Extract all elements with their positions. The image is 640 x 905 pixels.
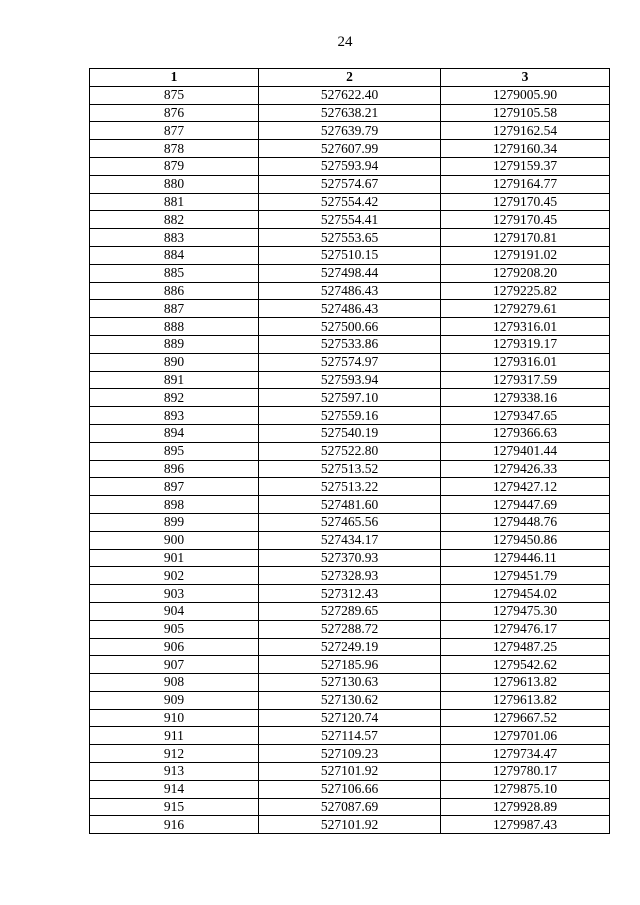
x-coordinate-cell: 527288.72: [259, 620, 441, 638]
y-coordinate-cell: 1279454.02: [441, 585, 610, 603]
x-coordinate-cell: 527574.97: [259, 353, 441, 371]
y-coordinate-cell: 1279347.65: [441, 407, 610, 425]
point-number-cell: 881: [90, 193, 259, 211]
table-row: [90, 442, 610, 460]
coordinates-table: [89, 68, 610, 834]
x-coordinate-cell: 527114.57: [259, 727, 441, 745]
point-number-cell: 883: [90, 229, 259, 247]
table-row: [90, 86, 610, 104]
y-coordinate-cell: 1279426.33: [441, 460, 610, 478]
table-row: [90, 246, 610, 264]
point-number-cell: 906: [90, 638, 259, 656]
table-row: [90, 691, 610, 709]
x-coordinate-cell: 527130.63: [259, 674, 441, 692]
column-header-3: 3: [441, 69, 610, 87]
y-coordinate-cell: 1279105.58: [441, 104, 610, 122]
point-number-cell: 898: [90, 496, 259, 514]
y-coordinate-cell: 1279475.30: [441, 602, 610, 620]
table-row: [90, 335, 610, 353]
table-row: [90, 140, 610, 158]
table-row: [90, 353, 610, 371]
x-coordinate-cell: 527593.94: [259, 371, 441, 389]
point-number-cell: 912: [90, 745, 259, 763]
y-coordinate-cell: 1279875.10: [441, 780, 610, 798]
x-coordinate-cell: 527185.96: [259, 656, 441, 674]
x-coordinate-cell: 527639.79: [259, 122, 441, 140]
y-coordinate-cell: 1279476.17: [441, 620, 610, 638]
x-coordinate-cell: 527559.16: [259, 407, 441, 425]
x-coordinate-cell: 527249.19: [259, 638, 441, 656]
point-number-cell: 910: [90, 709, 259, 727]
table-row: [90, 620, 610, 638]
x-coordinate-cell: 527434.17: [259, 531, 441, 549]
y-coordinate-cell: 1279613.82: [441, 691, 610, 709]
y-coordinate-cell: 1279164.77: [441, 175, 610, 193]
table-row: [90, 656, 610, 674]
table-row: [90, 407, 610, 425]
y-coordinate-cell: 1279316.01: [441, 353, 610, 371]
y-coordinate-cell: 1279208.20: [441, 264, 610, 282]
point-number-cell: 911: [90, 727, 259, 745]
y-coordinate-cell: 1279987.43: [441, 816, 610, 834]
y-coordinate-cell: 1279734.47: [441, 745, 610, 763]
y-coordinate-cell: 1279170.81: [441, 229, 610, 247]
table-row: [90, 638, 610, 656]
table-row: [90, 496, 610, 514]
y-coordinate-cell: 1279162.54: [441, 122, 610, 140]
x-coordinate-cell: 527106.66: [259, 780, 441, 798]
point-number-cell: 900: [90, 531, 259, 549]
point-number-cell: 914: [90, 780, 259, 798]
page-number: 24: [337, 34, 353, 50]
x-coordinate-cell: 527289.65: [259, 602, 441, 620]
table-row: [90, 585, 610, 603]
point-number-cell: 908: [90, 674, 259, 692]
point-number-cell: 890: [90, 353, 259, 371]
point-number-cell: 895: [90, 442, 259, 460]
y-coordinate-cell: 1279427.12: [441, 478, 610, 496]
table-row: [90, 745, 610, 763]
y-coordinate-cell: 1279450.86: [441, 531, 610, 549]
y-coordinate-cell: 1279279.61: [441, 300, 610, 318]
x-coordinate-cell: 527120.74: [259, 709, 441, 727]
point-number-cell: 887: [90, 300, 259, 318]
x-coordinate-cell: 527486.43: [259, 282, 441, 300]
x-coordinate-cell: 527638.21: [259, 104, 441, 122]
point-number-cell: 893: [90, 407, 259, 425]
table-row: [90, 318, 610, 336]
point-number-cell: 897: [90, 478, 259, 496]
x-coordinate-cell: 527622.40: [259, 86, 441, 104]
table-row: [90, 531, 610, 549]
y-coordinate-cell: 1279159.37: [441, 157, 610, 175]
y-coordinate-cell: 1279542.62: [441, 656, 610, 674]
table-row: [90, 567, 610, 585]
table-row: [90, 602, 610, 620]
table-row: [90, 175, 610, 193]
x-coordinate-cell: 527597.10: [259, 389, 441, 407]
y-coordinate-cell: 1279319.17: [441, 335, 610, 353]
x-coordinate-cell: 527328.93: [259, 567, 441, 585]
point-number-cell: 909: [90, 691, 259, 709]
x-coordinate-cell: 527574.67: [259, 175, 441, 193]
x-coordinate-cell: 527465.56: [259, 513, 441, 531]
x-coordinate-cell: 527486.43: [259, 300, 441, 318]
table-row: [90, 229, 610, 247]
point-number-cell: 889: [90, 335, 259, 353]
point-number-cell: 879: [90, 157, 259, 175]
table-row: [90, 104, 610, 122]
point-number-cell: 877: [90, 122, 259, 140]
table-row: [90, 513, 610, 531]
table-row: [90, 211, 610, 229]
table-body: [90, 86, 610, 833]
x-coordinate-cell: 527554.41: [259, 211, 441, 229]
x-coordinate-cell: 527513.22: [259, 478, 441, 496]
table-row: [90, 193, 610, 211]
point-number-cell: 894: [90, 424, 259, 442]
x-coordinate-cell: 527533.86: [259, 335, 441, 353]
y-coordinate-cell: 1279191.02: [441, 246, 610, 264]
table-row: [90, 549, 610, 567]
table-row: [90, 122, 610, 140]
x-coordinate-cell: 527370.93: [259, 549, 441, 567]
point-number-cell: 896: [90, 460, 259, 478]
y-coordinate-cell: 1279701.06: [441, 727, 610, 745]
x-coordinate-cell: 527109.23: [259, 745, 441, 763]
column-header-1: 1: [90, 69, 259, 87]
table-row: [90, 264, 610, 282]
x-coordinate-cell: 527607.99: [259, 140, 441, 158]
table-row: [90, 763, 610, 781]
y-coordinate-cell: 1279451.79: [441, 567, 610, 585]
y-coordinate-cell: 1279366.63: [441, 424, 610, 442]
point-number-cell: 878: [90, 140, 259, 158]
y-coordinate-cell: 1279316.01: [441, 318, 610, 336]
point-number-cell: 880: [90, 175, 259, 193]
x-coordinate-cell: 527593.94: [259, 157, 441, 175]
point-number-cell: 884: [90, 246, 259, 264]
x-coordinate-cell: 527554.42: [259, 193, 441, 211]
point-number-cell: 886: [90, 282, 259, 300]
y-coordinate-cell: 1279487.25: [441, 638, 610, 656]
table-row: [90, 674, 610, 692]
y-coordinate-cell: 1279448.76: [441, 513, 610, 531]
table-row: [90, 816, 610, 834]
point-number-cell: 875: [90, 86, 259, 104]
y-coordinate-cell: 1279780.17: [441, 763, 610, 781]
y-coordinate-cell: 1279667.52: [441, 709, 610, 727]
point-number-cell: 902: [90, 567, 259, 585]
x-coordinate-cell: 527101.92: [259, 763, 441, 781]
point-number-cell: 913: [90, 763, 259, 781]
point-number-cell: 885: [90, 264, 259, 282]
point-number-cell: 905: [90, 620, 259, 638]
table-row: [90, 424, 610, 442]
point-number-cell: 907: [90, 656, 259, 674]
x-coordinate-cell: 527312.43: [259, 585, 441, 603]
x-coordinate-cell: 527513.52: [259, 460, 441, 478]
point-number-cell: 915: [90, 798, 259, 816]
x-coordinate-cell: 527540.19: [259, 424, 441, 442]
x-coordinate-cell: 527087.69: [259, 798, 441, 816]
y-coordinate-cell: 1279317.59: [441, 371, 610, 389]
point-number-cell: 903: [90, 585, 259, 603]
point-number-cell: 904: [90, 602, 259, 620]
x-coordinate-cell: 527498.44: [259, 264, 441, 282]
table-row: [90, 709, 610, 727]
y-coordinate-cell: 1279447.69: [441, 496, 610, 514]
table-row: [90, 478, 610, 496]
table-row: [90, 389, 610, 407]
table-row: [90, 780, 610, 798]
x-coordinate-cell: 527553.65: [259, 229, 441, 247]
y-coordinate-cell: 1279401.44: [441, 442, 610, 460]
y-coordinate-cell: 1279160.34: [441, 140, 610, 158]
table-row: [90, 157, 610, 175]
y-coordinate-cell: 1279005.90: [441, 86, 610, 104]
x-coordinate-cell: 527510.15: [259, 246, 441, 264]
point-number-cell: 899: [90, 513, 259, 531]
y-coordinate-cell: 1279225.82: [441, 282, 610, 300]
y-coordinate-cell: 1279338.16: [441, 389, 610, 407]
column-header-2: 2: [259, 69, 441, 87]
x-coordinate-cell: 527500.66: [259, 318, 441, 336]
table-row: [90, 798, 610, 816]
point-number-cell: 916: [90, 816, 259, 834]
y-coordinate-cell: 1279170.45: [441, 211, 610, 229]
x-coordinate-cell: 527101.92: [259, 816, 441, 834]
y-coordinate-cell: 1279170.45: [441, 193, 610, 211]
x-coordinate-cell: 527481.60: [259, 496, 441, 514]
x-coordinate-cell: 527522.80: [259, 442, 441, 460]
y-coordinate-cell: 1279613.82: [441, 674, 610, 692]
table-header-row: [90, 69, 610, 87]
point-number-cell: 888: [90, 318, 259, 336]
point-number-cell: 892: [90, 389, 259, 407]
point-number-cell: 901: [90, 549, 259, 567]
table-row: [90, 371, 610, 389]
table-row: [90, 282, 610, 300]
y-coordinate-cell: 1279446.11: [441, 549, 610, 567]
table-row: [90, 300, 610, 318]
table-row: [90, 727, 610, 745]
point-number-cell: 876: [90, 104, 259, 122]
point-number-cell: 882: [90, 211, 259, 229]
x-coordinate-cell: 527130.62: [259, 691, 441, 709]
table-row: [90, 460, 610, 478]
point-number-cell: 891: [90, 371, 259, 389]
y-coordinate-cell: 1279928.89: [441, 798, 610, 816]
